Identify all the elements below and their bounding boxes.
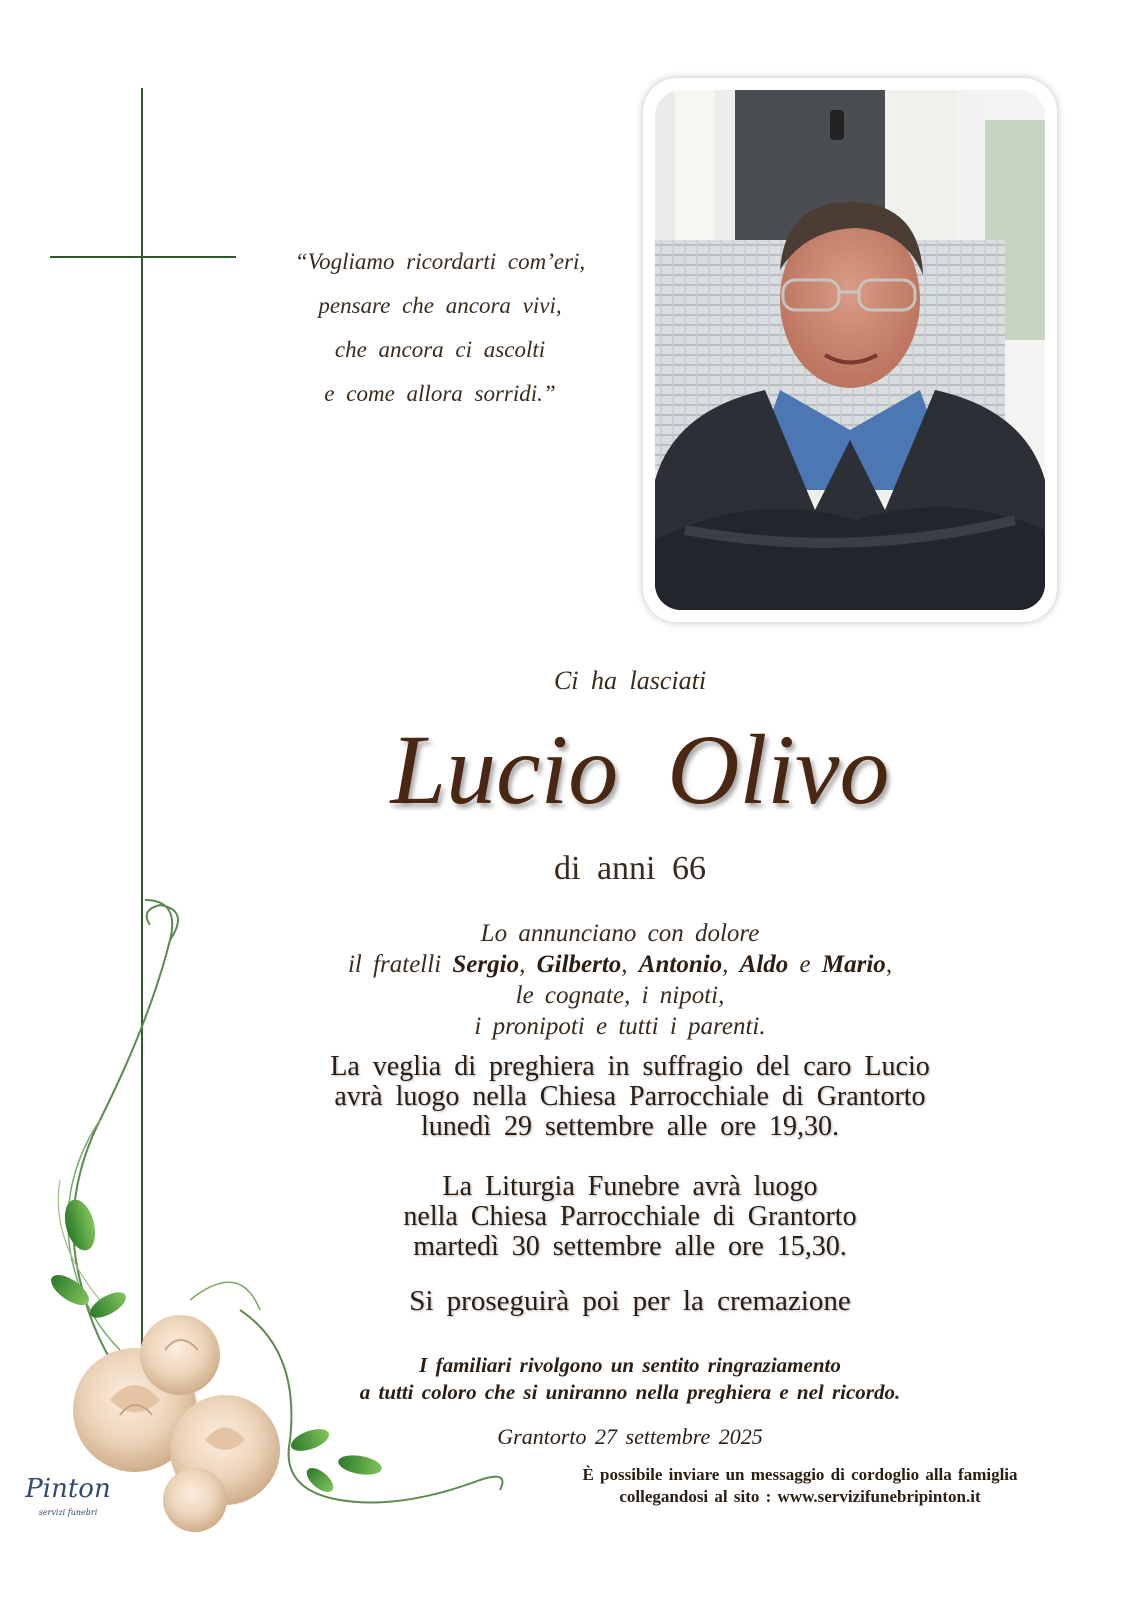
condolence-footer: [480, 1464, 1120, 1508]
quote-line: e come allora sorridi.”: [324, 381, 556, 406]
intro-text: Ci ha lasciati: [553, 666, 707, 695]
announce-line: le cognate, i nipoti,: [515, 982, 725, 1009]
portrait-photo: [655, 90, 1045, 610]
memorial-quote: [260, 240, 620, 416]
footer-line: collegandosi al sito : www.servizifunebripinton.it: [619, 1487, 981, 1506]
quote-line: pensare che ancora vivi,: [318, 293, 562, 318]
vigil-line: avrà luogo nella Chiesa Parrocchiale di Grantorto: [334, 1081, 926, 1112]
deceased-name: Lucio Olivo: [390, 714, 890, 825]
funeral-line: La Liturgia Funebre avrà luogo: [442, 1171, 818, 1202]
cremation-info: Si proseguirà poi per la cremazione: [409, 1285, 851, 1317]
footer-line: È possibile inviare un messaggio di cordoglio alla famiglia: [582, 1465, 1018, 1484]
quote-line: che ancora ci ascolti: [334, 337, 546, 362]
sibling-name: Antonio: [638, 951, 723, 978]
logo-name: Pinton: [25, 1474, 111, 1504]
sibling-name: Sergio: [452, 951, 520, 978]
quote-line: “Vogliamo ricordarti com’eri,: [294, 249, 586, 274]
announce-line: Lo annunciano con dolore: [480, 920, 760, 947]
cross-horizontal-line: [50, 256, 236, 258]
rose-decoration-icon: [40, 880, 520, 1540]
logo-subtitle: servizi funebri: [38, 1508, 98, 1517]
vigil-line: La veglia di preghiera in suffragio del caro Lucio: [330, 1051, 930, 1082]
funeral-line: nella Chiesa Parrocchiale di Grantorto: [403, 1201, 857, 1232]
siblings-prefix: il fratelli: [347, 951, 453, 978]
place-date: Grantorto 27 settembre 2025: [497, 1424, 763, 1449]
thanks-line: I familiari rivolgono un sentito ringraziamento: [419, 1353, 841, 1377]
photo-frame: [643, 78, 1057, 622]
vigil-line: lunedì 29 settembre alle ore 19,30.: [421, 1111, 839, 1142]
sibling-name: Gilberto: [536, 951, 622, 978]
deceased-age: di anni 66: [554, 850, 706, 887]
funeral-line: martedì 30 settembre alle ore 15,30.: [413, 1231, 847, 1262]
announce-line: i pronipoti e tutti i parenti.: [474, 1013, 766, 1040]
sibling-name: Aldo: [739, 951, 789, 978]
thanks-line: a tutti coloro che si uniranno nella preghiera e nel ricordo.: [359, 1380, 901, 1404]
siblings-conjunction: e: [799, 951, 811, 978]
announce-siblings-line: il fratelli Sergio, Gilberto, Antonio, Aldo e Mario,: [347, 951, 893, 978]
sibling-name: Mario: [821, 951, 886, 978]
funeral-home-logo: [18, 1468, 128, 1528]
